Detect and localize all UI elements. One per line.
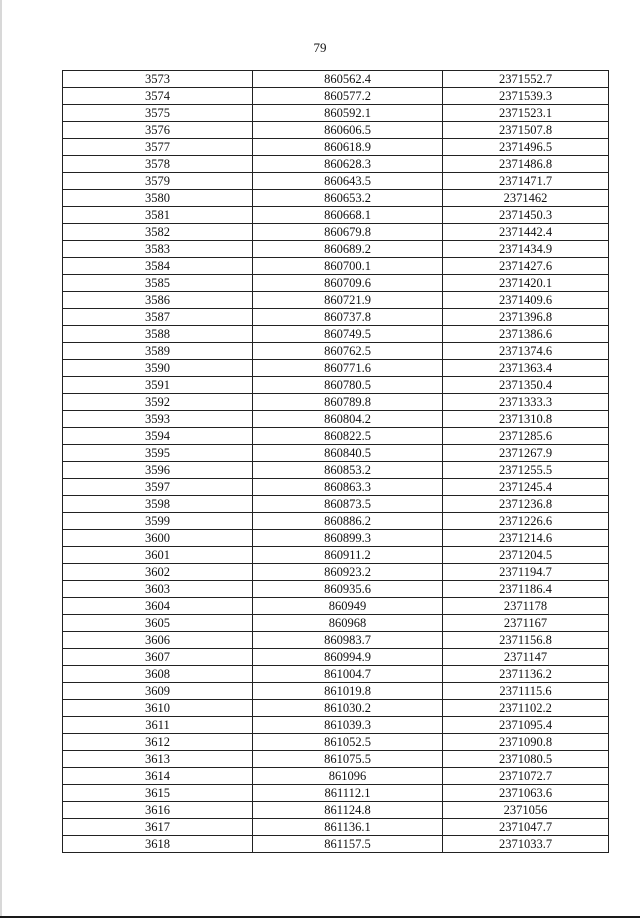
x-coordinate-cell: 860709.6 (253, 275, 443, 292)
x-coordinate-cell: 860804.2 (253, 411, 443, 428)
point-number-cell: 3593 (63, 411, 253, 428)
point-number-cell: 3579 (63, 173, 253, 190)
y-coordinate-cell: 2371310.8 (443, 411, 609, 428)
x-coordinate-cell: 860822.5 (253, 428, 443, 445)
x-coordinate-cell: 860562.4 (253, 71, 443, 88)
table-row (63, 700, 609, 717)
point-number-cell: 3601 (63, 547, 253, 564)
y-coordinate-cell: 2371552.7 (443, 71, 609, 88)
x-coordinate-cell: 861075.5 (253, 751, 443, 768)
point-number-cell: 3603 (63, 581, 253, 598)
y-coordinate-cell: 2371194.7 (443, 564, 609, 581)
point-number-cell: 3612 (63, 734, 253, 751)
x-coordinate-cell: 860911.2 (253, 547, 443, 564)
y-coordinate-cell: 2371350.4 (443, 377, 609, 394)
x-coordinate-cell: 860923.2 (253, 564, 443, 581)
table-row (63, 88, 609, 105)
x-coordinate-cell: 860653.2 (253, 190, 443, 207)
point-number-cell: 3614 (63, 768, 253, 785)
x-coordinate-cell: 861136.1 (253, 819, 443, 836)
table-row (63, 411, 609, 428)
x-coordinate-cell: 861096 (253, 768, 443, 785)
table-row (63, 445, 609, 462)
x-coordinate-cell: 860577.2 (253, 88, 443, 105)
table-row (63, 683, 609, 700)
x-coordinate-cell: 860994.9 (253, 649, 443, 666)
point-number-cell: 3606 (63, 632, 253, 649)
y-coordinate-cell: 2371420.1 (443, 275, 609, 292)
table-row (63, 666, 609, 683)
point-number-cell: 3613 (63, 751, 253, 768)
point-number-cell: 3575 (63, 105, 253, 122)
table-row (63, 547, 609, 564)
table-row (63, 802, 609, 819)
point-number-cell: 3573 (63, 71, 253, 88)
y-coordinate-cell: 2371178 (443, 598, 609, 615)
table-row (63, 71, 609, 88)
table-row (63, 496, 609, 513)
point-number-cell: 3576 (63, 122, 253, 139)
y-coordinate-cell: 2371214.6 (443, 530, 609, 547)
y-coordinate-cell: 2371396.8 (443, 309, 609, 326)
x-coordinate-cell: 861052.5 (253, 734, 443, 751)
point-number-cell: 3610 (63, 700, 253, 717)
table-row (63, 649, 609, 666)
y-coordinate-cell: 2371255.5 (443, 462, 609, 479)
point-number-cell: 3599 (63, 513, 253, 530)
point-number-cell: 3594 (63, 428, 253, 445)
x-coordinate-cell: 860853.2 (253, 462, 443, 479)
point-number-cell: 3617 (63, 819, 253, 836)
y-coordinate-cell: 2371450.3 (443, 207, 609, 224)
x-coordinate-cell: 860737.8 (253, 309, 443, 326)
table-row (63, 615, 609, 632)
y-coordinate-cell: 2371496.5 (443, 139, 609, 156)
x-coordinate-cell: 860935.6 (253, 581, 443, 598)
x-coordinate-cell: 860840.5 (253, 445, 443, 462)
point-number-cell: 3611 (63, 717, 253, 734)
point-number-cell: 3583 (63, 241, 253, 258)
table-row (63, 241, 609, 258)
table-row (63, 462, 609, 479)
table-row (63, 309, 609, 326)
point-number-cell: 3609 (63, 683, 253, 700)
y-coordinate-cell: 2371442.4 (443, 224, 609, 241)
y-coordinate-cell: 2371115.6 (443, 683, 609, 700)
y-coordinate-cell: 2371033.7 (443, 836, 609, 853)
point-number-cell: 3592 (63, 394, 253, 411)
table-row (63, 819, 609, 836)
y-coordinate-cell: 2371434.9 (443, 241, 609, 258)
x-coordinate-cell: 860873.5 (253, 496, 443, 513)
table-row (63, 785, 609, 802)
table-row (63, 836, 609, 853)
table-row (63, 207, 609, 224)
y-coordinate-cell: 2371147 (443, 649, 609, 666)
table-row (63, 394, 609, 411)
x-coordinate-cell: 860983.7 (253, 632, 443, 649)
table-row (63, 768, 609, 785)
y-coordinate-cell: 2371539.3 (443, 88, 609, 105)
x-coordinate-cell: 861112.1 (253, 785, 443, 802)
scan-left-edge (0, 0, 2, 918)
point-number-cell: 3582 (63, 224, 253, 241)
point-number-cell: 3588 (63, 326, 253, 343)
y-coordinate-cell: 2371102.2 (443, 700, 609, 717)
y-coordinate-cell: 2371486.8 (443, 156, 609, 173)
table-row (63, 479, 609, 496)
y-coordinate-cell: 2371363.4 (443, 360, 609, 377)
y-coordinate-cell: 2371226.6 (443, 513, 609, 530)
x-coordinate-cell: 860679.8 (253, 224, 443, 241)
x-coordinate-cell: 860771.6 (253, 360, 443, 377)
y-coordinate-cell: 2371471.7 (443, 173, 609, 190)
point-number-cell: 3598 (63, 496, 253, 513)
point-number-cell: 3591 (63, 377, 253, 394)
y-coordinate-cell: 2371386.6 (443, 326, 609, 343)
x-coordinate-cell: 861157.5 (253, 836, 443, 853)
table-row (63, 173, 609, 190)
point-number-cell: 3615 (63, 785, 253, 802)
y-coordinate-cell: 2371267.9 (443, 445, 609, 462)
x-coordinate-cell: 860789.8 (253, 394, 443, 411)
y-coordinate-cell: 2371047.7 (443, 819, 609, 836)
point-number-cell: 3597 (63, 479, 253, 496)
table-row (63, 190, 609, 207)
x-coordinate-cell: 860628.3 (253, 156, 443, 173)
point-number-cell: 3577 (63, 139, 253, 156)
x-coordinate-cell: 860762.5 (253, 343, 443, 360)
point-number-cell: 3587 (63, 309, 253, 326)
coordinates-table (62, 70, 609, 853)
x-coordinate-cell: 860721.9 (253, 292, 443, 309)
x-coordinate-cell: 861039.3 (253, 717, 443, 734)
point-number-cell: 3581 (63, 207, 253, 224)
coordinates-table-body (63, 71, 609, 853)
x-coordinate-cell: 861030.2 (253, 700, 443, 717)
x-coordinate-cell: 860899.3 (253, 530, 443, 547)
point-number-cell: 3584 (63, 258, 253, 275)
y-coordinate-cell: 2371523.1 (443, 105, 609, 122)
y-coordinate-cell: 2371186.4 (443, 581, 609, 598)
x-coordinate-cell: 860886.2 (253, 513, 443, 530)
x-coordinate-cell: 861004.7 (253, 666, 443, 683)
point-number-cell: 3605 (63, 615, 253, 632)
table-row (63, 751, 609, 768)
x-coordinate-cell: 860592.1 (253, 105, 443, 122)
point-number-cell: 3600 (63, 530, 253, 547)
table-row (63, 122, 609, 139)
y-coordinate-cell: 2371507.8 (443, 122, 609, 139)
table-row (63, 377, 609, 394)
table-row (63, 360, 609, 377)
y-coordinate-cell: 2371136.2 (443, 666, 609, 683)
y-coordinate-cell: 2371374.6 (443, 343, 609, 360)
table-row (63, 292, 609, 309)
table-row (63, 258, 609, 275)
table-row (63, 428, 609, 445)
table-row (63, 734, 609, 751)
point-number-cell: 3585 (63, 275, 253, 292)
y-coordinate-cell: 2371056 (443, 802, 609, 819)
table-row (63, 581, 609, 598)
x-coordinate-cell: 860606.5 (253, 122, 443, 139)
point-number-cell: 3607 (63, 649, 253, 666)
point-number-cell: 3616 (63, 802, 253, 819)
point-number-cell: 3596 (63, 462, 253, 479)
y-coordinate-cell: 2371333.3 (443, 394, 609, 411)
table-row (63, 717, 609, 734)
x-coordinate-cell: 860749.5 (253, 326, 443, 343)
x-coordinate-cell: 860689.2 (253, 241, 443, 258)
table-row (63, 513, 609, 530)
point-number-cell: 3574 (63, 88, 253, 105)
table-row (63, 632, 609, 649)
x-coordinate-cell: 860668.1 (253, 207, 443, 224)
y-coordinate-cell: 2371156.8 (443, 632, 609, 649)
table-row (63, 326, 609, 343)
x-coordinate-cell: 861124.8 (253, 802, 443, 819)
point-number-cell: 3604 (63, 598, 253, 615)
x-coordinate-cell: 860618.9 (253, 139, 443, 156)
x-coordinate-cell: 860863.3 (253, 479, 443, 496)
table-row (63, 530, 609, 547)
y-coordinate-cell: 2371462 (443, 190, 609, 207)
point-number-cell: 3580 (63, 190, 253, 207)
x-coordinate-cell: 860643.5 (253, 173, 443, 190)
point-number-cell: 3590 (63, 360, 253, 377)
y-coordinate-cell: 2371236.8 (443, 496, 609, 513)
y-coordinate-cell: 2371080.5 (443, 751, 609, 768)
table-row (63, 156, 609, 173)
y-coordinate-cell: 2371090.8 (443, 734, 609, 751)
point-number-cell: 3602 (63, 564, 253, 581)
y-coordinate-cell: 2371285.6 (443, 428, 609, 445)
table-row (63, 224, 609, 241)
x-coordinate-cell: 861019.8 (253, 683, 443, 700)
y-coordinate-cell: 2371245.4 (443, 479, 609, 496)
y-coordinate-cell: 2371409.6 (443, 292, 609, 309)
table-row (63, 598, 609, 615)
table-row (63, 139, 609, 156)
point-number-cell: 3586 (63, 292, 253, 309)
x-coordinate-cell: 860949 (253, 598, 443, 615)
x-coordinate-cell: 860968 (253, 615, 443, 632)
point-number-cell: 3618 (63, 836, 253, 853)
y-coordinate-cell: 2371063.6 (443, 785, 609, 802)
point-number-cell: 3578 (63, 156, 253, 173)
point-number-cell: 3589 (63, 343, 253, 360)
table-row (63, 343, 609, 360)
y-coordinate-cell: 2371095.4 (443, 717, 609, 734)
point-number-cell: 3595 (63, 445, 253, 462)
table-row (63, 564, 609, 581)
x-coordinate-cell: 860700.1 (253, 258, 443, 275)
table-row (63, 105, 609, 122)
y-coordinate-cell: 2371427.6 (443, 258, 609, 275)
y-coordinate-cell: 2371204.5 (443, 547, 609, 564)
page-number: 79 (313, 40, 327, 55)
x-coordinate-cell: 860780.5 (253, 377, 443, 394)
table-row (63, 275, 609, 292)
y-coordinate-cell: 2371072.7 (443, 768, 609, 785)
y-coordinate-cell: 2371167 (443, 615, 609, 632)
point-number-cell: 3608 (63, 666, 253, 683)
